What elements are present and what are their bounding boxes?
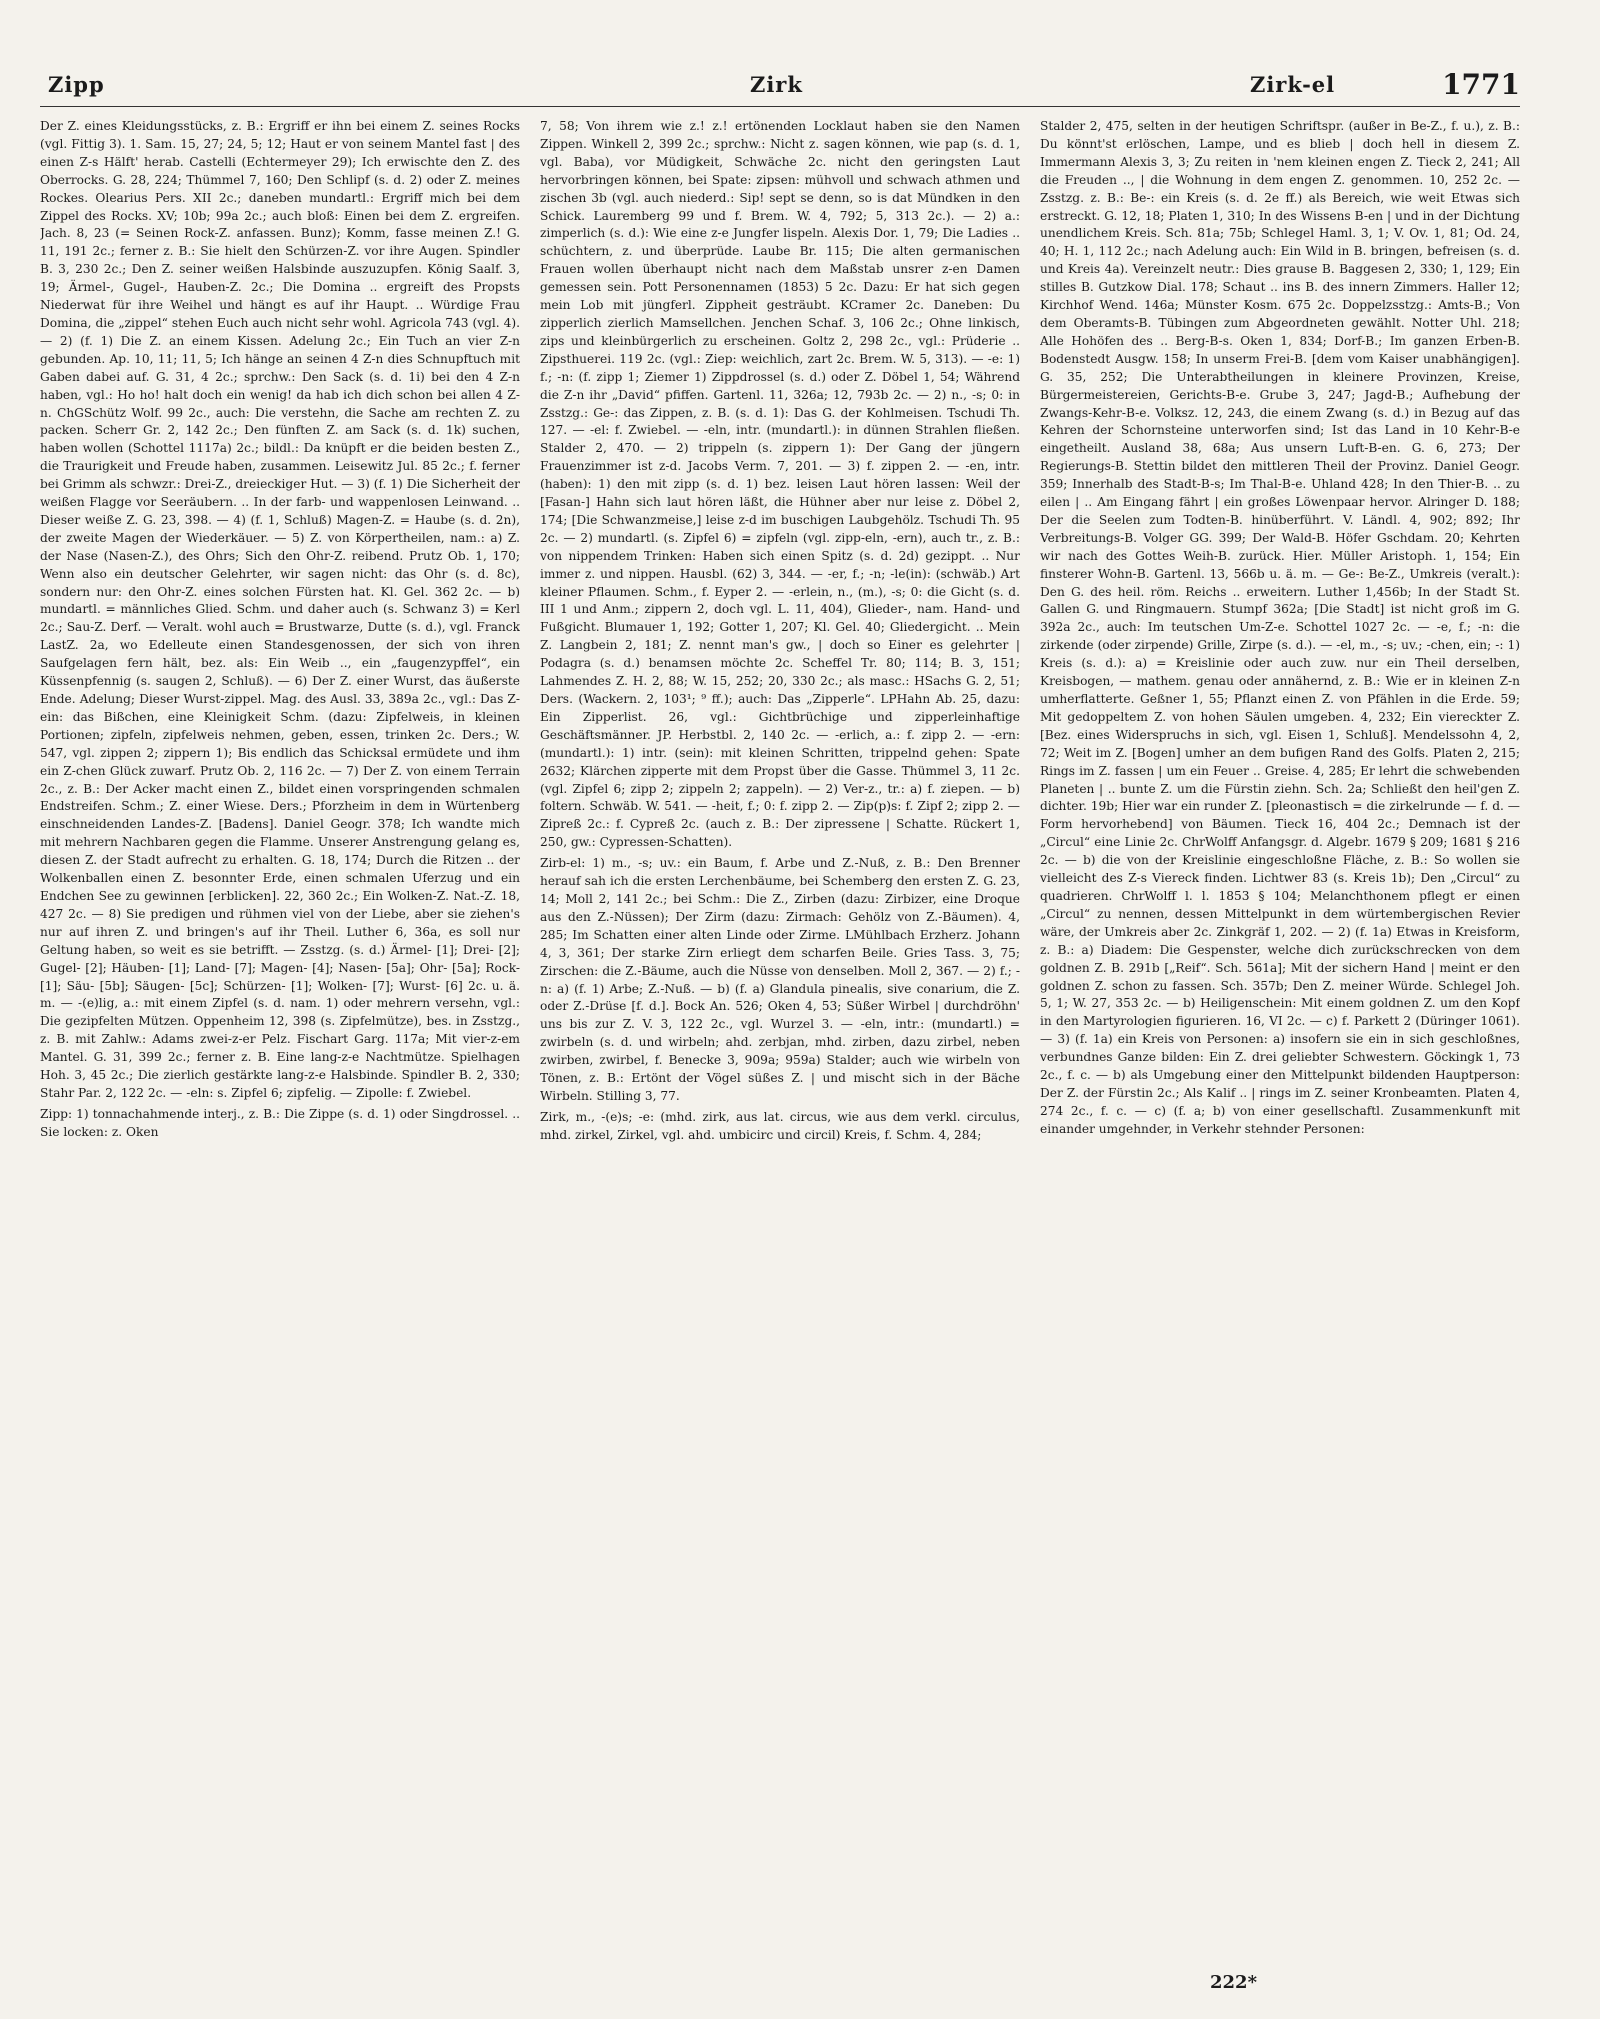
entry-paragraph: Stalder 2, 475, selten in der heutigen Schriftspr. (außer in Be-Z., f. u.), z. B.: Du könnt'st erlöschen, Lampe, und es blieb | doch hell in diesem Z. Immermann Alexis 3, 3; Zu reiten in 'nem kleinen engen Z. Tieck 2, 241; All die Freuden .., | die Wohnung in dem engen Z. genommen. 10, 252 2c. — Zsstzg. z. B.: Be-: ein Kreis (s. d. 2e ff.) als Bereich, wie weit Etwas sich erstreckt. G. 12, 18; Platen 1, 310; In des Wissens B-en | und in der Dichtung unendlichem Kreis. Sch. 81a; 75b; Schlegel Haml. 3, 1; V. Ov. 1, 81; Od. 24, 40; H. 1, 112 2c.; nach Adelung auch: Ein Wild in B. bringen, befreisen (s. d. und Kreis 4a). Vereinzelt neutr.: Dies grause B. Baggesen 2, 330; 1, 129; Ein stilles B. Gutzkow Dial. 178; Schaut .. ins B. des innern Zimmers. Haller 12; Kirchhof Wend. 146a; Münster Kosm. 675 2c. Doppelzsstzg.: Amts-B.; Von dem Oberamts-B. Tübingen zum Abgeordneten gewählt. Notter Uhl. 218; Alle Hohöfen des .. Berg-B-s. Oken 1, 834; Dorf-B.; Im ganzen Erben-B. Bodenstedt Ausgw. 158; In unserm Frei-B. [dem vom Kaiser unabhängigen]. G. 35, 252; Die Unterabtheilungen in kleinere Provinzen, Kreise, Bürgermeistereien, Gerichts-B-e. Grube 3, 247; Jagd-B.; Aufhebung der Zwangs-Kehr-B-e. Volksz. 12, 243, die einem Zwang (s. d.) in Bezug auf das Kehren der Schornsteine unterworfen sind; Ist das Land in 10 Kehr-B-e eingetheilt. Ausland 38, 68a; Aus unsern Luft-B-en. G. 6, 273; Der Regierungs-B. Stettin bildet den mittleren Theil der Provinz. Daniel Geogr. 359; Innerhalb des Stadt-B-s; Im Thal-B-e. Uhland 428; In den Thier-B. .. zu eilen | .. Am Eingang fährt | ein großes Löwenpaar hervor. Alringer D. 188; Der die Seelen zum Todten-B. hinüberführt. V. Ländl. 4, 902; 892; Ihr Verbreitungs-B. Volger GG. 399; Der Wald-B. Höfer Gschdam. 20; Kehrten wir nach des Gottes Weih-B. zurück. Hier. Müller Aristoph. 1, 154; Ein finsterer Wohn-B. Gartenl. 13, 566b u. ä. m. — Ge-: Be-Z., Umkreis (veralt.): Den G. des heil. röm. Reichs .. erweitern. Luther 1,456b; In der Stadt St. Gallen G. und Ringmauern. Stumpf 362a; [Die Stadt] ist nicht groß im G. 392a 2c., auch: Im teutschen Um-Z-e. Schottel 1027 2c. — -e, f.; -n: die zirkende (oder zirpende) Grille, Zirpe (s. d.). — -el, m., -s; uv.; -chen, ein; -: 1) Kreis (s. d.): a) = Kreislinie oder auch zuw. nur ein Theil derselben, Kreisbogen, — mathem. genau oder annähernd, z. B.: Wie er in kleinen Z-n umherflatterte. Geßner 1, 55; Pflanzt einen Z. von Pfählen in die Erde. 59; Mit gedoppeltem Z. von hohen Säulen umgeben. 4, 232; Ein viereckter Z. [Bez. eines Widerspruchs in sich, vgl. Eisen 1, Schluß]. Mendelssohn 4, 2, 72; Weit im Z. [Bogen] umher an dem bufigen Rand des Golfs. Platen 2, 215; Rings im Z. fassen | um ein Feuer .. Greise. 4, 285; Er lehrt die schwebenden Planeten | .. bunte Z. um die Fürstin ziehn. Sch. 2a; Schließt den heil'gen Z. dichter. 19b; Hier war ein runder Z. [pleonastisch = die zirkelrunde — f. d. — Form hervorhebend] von Bäumen. Tieck 16, 404 2c.; Demnach ist der „Circul“ eine Linie 2c. ChrWolff Anfangsgr. d. Algebr. 1679 § 209; 1681 § 216 2c. — b) die von der Kreislinie eingeschloßne Fläche, z. B.: So wollen sie vielleicht des Z-s Viereck finden. Lichtwer 83 (s. Kreis 1b); Den „Circul“ zu quadrieren. ChrWolff l. l. 1853 § 104; Melanchthonem pflegt er einen „Circul“ zu nennen, dessen Mittelpunkt in dem würtembergischen Revier wäre, der Umkreis aber 2c. Zinkgräf 1, 202. — 2) (f. 1a) Etwas in Kreisform, z. B.: a) Diadem: Die Gespenster, welche dich zurückschrecken von dem goldnen Z. B. 291b [„Reif“. Sch. 561a]; Mit der sichern Hand | meint er den goldnen Z. schon zu fassen. Sch. 357b; Den Z. meiner Würde. Schlegel Joh. 5, 1; W. 27, 353 2c. — b) Heiligenschein: Mit einem goldnen Z. um den Kopf in den Martyrologien figurieren. 16, VI 2c. — c) f. Parkett 2 (Düringer 1061). — 3) (f. 1a) ein Kreis von Personen: a) insofern sie ein in sich geschloßnes, verbundnes Ganze bilden: Ein Z. drei geliebter Schwestern. Göckingk 1, 73 2c., f. c. — b) als Umgebung einer den Mittelpunkt bildenden Hauptperson: Der Z. der Fürstin 2c.; Als Kalif .. | rings im Z. seiner Kronbeamten. Platen 4, 274 2c., f. c. — c) (f. a; b) von einer gesellschaftl. Zusammenkunft mit einander umgehnder, in Verkehr stehnder Personen: <box>1040 119 1520 1136</box>
column-right <box>1040 118 1520 1928</box>
entry-paragraph: Zirk, m., -(e)s; -e: (mhd. zirk, aus lat. circus, wie aus dem verkl. circulus, mhd. zirkel, Zirkel, vgl. ahd. umbicirc und circil) Kreis, f. Schm. 4, 284; <box>540 1109 1020 1142</box>
entry-paragraph: Zipp: 1) tonnachahmende interj., z. B.: Die Zippe (s. d. 1) oder Singdrossel. .. Sie locken: z. Oken <box>40 1106 520 1139</box>
entry-paragraph: 7, 58; Von ihrem wie z.! z.! ertönenden Locklaut haben sie den Namen Zippen. Winkell 2, 399 2c.; sprchw.: Nicht z. sagen können, wie pap (s. d. 1, vgl. Baba), vor Müdigkeit, Schwäche 2c. nicht den geringsten Laut hervorbringen können, bei Spate: zipsen: mühvoll und schwach athmen und zischen 3b (vgl. auch niederd.: Sip! sept se denn, so is dat Mündken in den Schick. Lauremberg 99 und f. Brem. W. 4, 792; 5, 313 2c.). — 2) a.: zimperlich (s. d.): Wie eine z-e Jungfer lispeln. Alexis Dor. 1, 79; Die Ladies .. schüchtern, z. und überprüde. Laube Br. 115; Die alten germanischen Frauen wollen überhaupt nicht nach dem Maßstab unsrer z-en Damen gemessen sein. Pott Personennamen (1853) 5 2c. Dazu: Er hat sich gegen mein Lob mit jüngferl. Zippheit gesträubt. KCramer 2c. Daneben: Du zipperlich zierlich Mamsellchen. Jenchen Schaf. 3, 106 2c.; Ohne linkisch, zips und kleinbürgerlich zu erscheinen. Goltz 2, 298 2c., vgl.: Prüderie .. Zipsthuerei. 119 2c. (vgl.: Ziep: weichlich, zart 2c. Brem. W. 5, 313). — -e: 1) f.; -n: (f. zipp 1; Ziemer 1) Zippdrossel (s. d.) oder Z. Döbel 1, 54; Während die Z-n ihr „David“ pfiffen. Gartenl. 11, 326a; 12, 793b 2c. — 2) n., -s; 0: in Zsstzg.: Ge-: das Zippen, z. B. (s. d. 1): Das G. der Kohlmeisen. Tschudi Th. 127. — -el: f. Zwiebel. — -eln, intr. (mundartl.): in dünnen Strahlen fließen. Stalder 2, 470. — 2) trippeln (s. zippern 1): Der Gang der jüngern Frauenzimmer ist z-d. Jacobs Verm. 7, 201. — 3) f. zippen 2. — -en, intr. (haben): 1) den mit zipp (s. d. 1) bez. leisen Laut hören lassen: Weil der [Fasan-] Hahn sich laut hören läßt, die Hühner aber nur leise z. Döbel 2, 174; [Die Schwanzmeise,] leise z-d im buschigen Laubgehölz. Tschudi Th. 95 2c. — 2) mundartl. (s. Zipfel 6) = zipfeln (vgl. zipp-eln, -ern), auch tr., z. B.: von nippendem Trinken: Haben sich einen Spitz (s. d. 2d) gezippt. .. Nur immer z. und nippen. Hausbl. (62) 3, 344. — -er, f.; -n; -le(in): (schwäb.) Art kleiner Pflaumen. Schm., f. Eyper 2. — -erlein, n., (m.), -s; 0: die Gicht (s. d. III 1 und Anm.; zippern 2, doch vgl. L. 11, 404), Glieder-, nam. Hand- und Fußgicht. Blumauer 1, 192; Gotter 1, 207; Kl. Gel. 40; Gliedergicht. .. Mein Z. Langbein 2, 181; Z. nennt man's gw., | doch so Einer es gelehrter | Podagra (s. d.) benamsen möchte 2c. Scheffel Tr. 80; 114; B. 3, 151; Lahmendes Z. H. 2, 88; W. 15, 252; 20, 330 2c.; als masc.: HSachs G. 2, 51; Ders. (Wackern. 2, 103¹; ⁹ ff.); auch: Das „Zipperle“. LPHahn Ab. 25, dazu: Ein Zipperlist. 26, vgl.: Gichtbrüchige und zipperleinhaftige Geschäftsmänner. JP. Herbstbl. 2, 140 2c. — -erlich, a.: f. zipp 2. — -ern: (mundartl.): 1) intr. (sein): mit kleinen Schritten, trippelnd gehen: Spate 2632; Klärchen zipperte mit dem Propst über die Gasse. Thümmel 3, 11 2c. (vgl. Zipfel 6; zipp 2; zippeln 2; zappeln). — 2) Ver-z., tr.: a) f. ziepen. — b) foltern. Schwäb. W. 541. — -heit, f.; 0: f. zipp 2. — Zip(p)s: f. Zipf 2; zipp 2. — Zipreß 2c.: f. Cypreß 2c. (auch z. B.: Der zipressene | Schatte. Rückert 1, 250, gw.: Cypressen-Schatten). <box>540 119 1020 850</box>
entry-paragraph: Der Z. eines Kleidungsstücks, z. B.: Ergriff er ihn bei einem Z. seines Rocks (vgl. Fittig 3). 1. Sam. 15, 27; 24, 5; 12; Haut er von seinem Mantel fast | des einen Z-s Hälft' herab. Castelli (Echtermeyer 29); Ich erwischte den Z. des Oberrocks. G. 28, 224; Thümmel 7, 160; Den Schlipf (s. d. 2) oder Z. meines Rockes. Olearius Pers. XII 2c.; daneben mundartl.: Ergriff mich bei dem Zippel des Rocks. XV; 10b; 99a 2c.; auch bloß: Einen bei dem Z. ergreifen. Jach. 8, 23 (= Seinen Rock-Z. anfassen. Bunz); Komm, fasse meinen Z.! G. 11, 191 2c.; ferner z. B.: Sie hielt den Schürzen-Z. vor ihre Augen. Spindler B. 3, 230 2c.; Den Z. seiner weißen Halsbinde auszuzupfen. König Saalf. 3, 19; Ärmel-, Gugel-, Hauben-Z. 2c.; Die Domina .. ergreift des Propsts Niederwat für ihre Weihel und hängt es auf ihr Haupt. .. Würdige Frau Domina, die „zippel“ stehen Euch auch nicht sehr wohl. Agricola 743 (vgl. 4). — 2) (f. 1) Die Z. an einem Kissen. Adelung 2c.; Ein Tuch an vier Z-n gebunden. Ap. 10, 11; 11, 5; Ich hänge an seinen 4 Z-n dies Schnupftuch mit Gaben dabei auf. G. 31, 4 2c.; sprchw.: Den Sack (s. d. 1i) bei den 4 Z-n haben, vgl.: Ho ho! halt doch ein wenig! da hab ich dich schon bei allen 4 Z-n. ChGSchütz Wolf. 99 2c., auch: Die verstehn, die Sache am rechten Z. zu packen. Scherr Gr. 2, 142 2c.; Den fünften Z. am Sack (s. d. 1k) suchen, haben wollen (Schottel 1117a) 2c.; bildl.: Da knüpft er die beiden besten Z., die Traurigkeit und Freude haben, zusammen. Leisewitz Jul. 85 2c.; f. ferner bei Grimm als schwzr.: Drei-Z., dreieckiger Hut. — 3) (f. 1) Die Sicherheit der weißen Flagge vor Seeräubern. .. In der farb- und wappenlosen Leinwand. .. Dieser weiße Z. G. 23, 398. — 4) (f. 1, Schluß) Magen-Z. = Haube (s. d. 2n), der zweite Magen der Wiederkäuer. — 5) Z. von Körpertheilen, nam.: a) Z. der Nase (Nasen-Z.), des Ohrs; Sich den Ohr-Z. reibend. Prutz Ob. 1, 170; Wenn also ein deutscher Gelehrter, wir sagen nicht: das Ohr (s. d. 8c), sondern nur: den Ohr-Z. eines solchen Fürsten hat. Kl. Gel. 362 2c. — b) mundartl. = männliches Glied. Schm. und daher auch (s. Schwanz 3) = Kerl 2c.; Sau-Z. Derf. — Veralt. wohl auch = Brustwarze, Dutte (s. d.), vgl. Franck LastZ. 2a, wo Edelleute einen Standesgenossen, der sich von ihren Saufgelagen fern hält, bez. als: Ein Weib .., ein „faugenzypffel“, ein Küssenpfennig (s. saugen 2, Schluß). — 6) Der Z. einer Wurst, das äußerste Ende. Adelung; Dieser Wurst-zippel. Mag. des Ausl. 33, 389a 2c., vgl.: Das Z-ein: das Bißchen, eine Kleinigkeit Schm. (dazu: Zipfelweis, in kleinen Portionen; zipfeln, zipfelweis nehmen, geben, essen, trinken 2c. Ders.; W. 547, vgl. zippen 2; zippern 1); Bis endlich das Schicksal ermüdete und ihm ein Z-chen Glück zuwarf. Prutz Ob. 2, 116 2c. — 7) Der Z. von einem Terrain 2c., z. B.: Der Acker macht einen Z., bildet einen vorspringenden schmalen Endstreifen. Schm.; Z. einer Wiese. Ders.; Pforzheim in dem in Würtenberg einschneidenden Landes-Z. [Badens]. Daniel Geogr. 378; Ich wandte mich mit mehrern Nachbaren gegen die Flamme. Unserer Anstrengung gelang es, diesen Z. der Stadt aufrecht zu erhalten. G. 18, 174; Durch die Ritzen .. der Wolkenballen einen Z. besonnter Erde, einen schmalen Uferzug und ein Endchen See zu gewinnen [erblicken]. 22, 360 2c.; Ein Wolken-Z. Nat.-Z. 18, 427 2c. — 8) Sie predigen und rühmen viel von der Liebe, aber sie ziehen's nur auf ihren Z. und bringen's auf ihr Theil. Luther 6, 36a, es soll nur Geltung haben, so weit es sie betrifft. — Zsstzg. (s. d.) Ärmel- [1]; Drei- [2]; Gugel- [2]; Häuben- [1]; Land- [7]; Magen- [4]; Nasen- [5a]; Ohr- [5a]; Rock- [1]; Säu- [5b]; Säugen- [5c]; Schürzen- [1]; Wolken- [7]; Wurst- [6] 2c. u. ä. m. — -(e)lig, a.: mit einem Zipfel (s. d. nam. 1) oder mehrern versehn, vgl.: Die gezipfelten Mützen. Oppenheim 12, 398 (s. Zipfelmütze), bes. in Zsstzg., z. B. mit Zahlw.: Adams zwei-z-er Pelz. Fischart Garg. 117a; Mit vier-z-em Mantel. G. 31, 399 2c.; ferner z. B. Eine lang-z-e Nachtmütze. Spielhagen Hoh. 3, 45 2c.; Die zierlich gestärkte lang-z-e Halsbinde. Spindler B. 2, 330; Stahr Par. 2, 122 2c. — -eln: s. Zipfel 6; zipfelig. — Zipolle: f. Zwiebel. <box>40 119 520 1100</box>
column-middle <box>540 118 1020 1928</box>
running-header <box>40 68 1520 107</box>
column-left <box>40 118 520 1928</box>
entry-paragraph: Zirb-el: 1) m., -s; uv.: ein Baum, f. Arbe und Z.-Nuß, z. B.: Den Brenner herauf sah ich die ersten Lerchenbäume, bei Schemberg den ersten Z. G. 23, 14; Moll 2, 141 2c.; bei Schm.: Die Z., Zirben (dazu: Zirbizer, eine Droque aus den Z.-Nüssen); Der Zirm (dazu: Zirmach: Gehölz von Z.-Bäumen). 4, 285; Im Schatten einer alten Linde oder Zirme. LMühlbach Erzherz. Johann 4, 3, 361; Der starke Zirn erliegt dem scharfen Beile. Gries Tass. 3, 75; Zirschen: die Z.-Bäume, auch die Nüsse von denselben. Moll 2, 367. — 2) f.; -n: a) (f. 1) Arbe; Z.-Nuß. — b) (f. a) Glandula pinealis, sive conarium, die Z. oder Z.-Drüse [f. d.]. Bock An. 526; Oken 4, 53; Süßer Wirbel | durchdröhn' uns bis zur Z. V. 3, 122 2c., vgl. Wurzel 3. — -eln, intr.: (mundartl.) = zwirbeln (s. d. und wirbeln; ahd. zerbjan, mhd. zirben, dazu zirbel, neben zwirben, zwirbel, f. Benecke 3, 909a; 959a) Stalder; auch wie wirbeln von Tönen, z. B.: Ertönt der Vögel süßes Z. | und mischt sich in der Bäche Wirbeln. Stilling 3, 77. <box>540 856 1020 1103</box>
header-guide-word-left: Zipp <box>48 72 105 97</box>
page-number: 1771 <box>1442 68 1520 101</box>
dictionary-columns <box>40 118 1520 1928</box>
signature-mark: 222* <box>1210 1972 1257 1993</box>
header-guide-word-right: Zirk-el <box>1250 72 1336 97</box>
header-guide-word-center: Zirk <box>750 72 803 97</box>
